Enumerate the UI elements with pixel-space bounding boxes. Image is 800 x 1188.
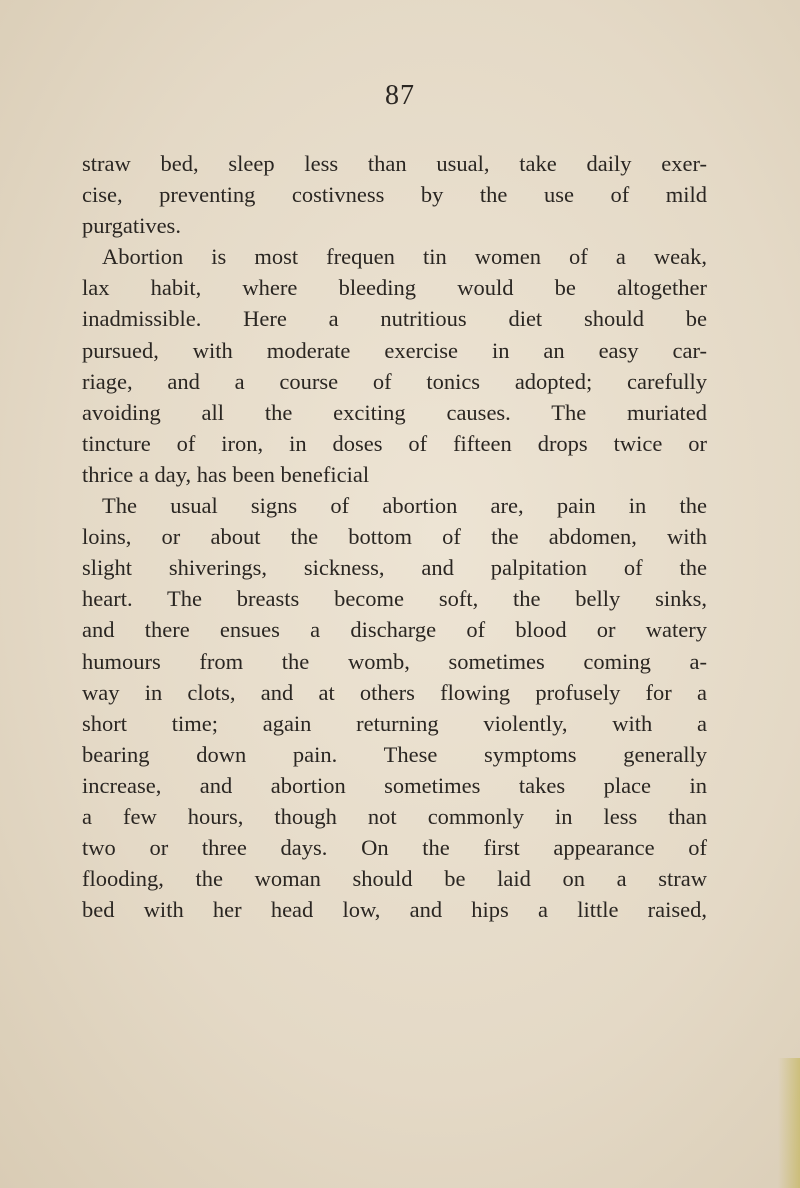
text-line: bearing down pain. These symptoms generally bbox=[82, 741, 707, 767]
text-line: lax habit, where bleeding would be altogether bbox=[82, 275, 707, 301]
text-line: bed with her head low, and hips a little raised, bbox=[82, 897, 707, 923]
text-line: flooding, the woman should be laid on a straw bbox=[82, 866, 707, 892]
text-line: increase, and abortion sometimes takes place in bbox=[82, 772, 707, 798]
text-line: a few hours, though not commonly in less than bbox=[82, 803, 707, 829]
text-line: thrice a day, has been beneficial bbox=[82, 461, 370, 487]
page-edge-stain bbox=[778, 1058, 800, 1188]
text-line: cise, preventing costivness by the use of mild bbox=[82, 182, 707, 208]
text-line: inadmissible. Here a nutritious diet should be bbox=[82, 306, 707, 332]
text-line: The usual signs of abortion are, pain in the bbox=[102, 493, 707, 519]
page-number: 87 bbox=[385, 80, 415, 111]
text-line: riage, and a course of tonics adopted; carefully bbox=[82, 368, 707, 394]
text-line: Abortion is most frequen tin women of a weak, bbox=[102, 244, 707, 270]
text-line: heart. The breasts become soft, the belly sinks, bbox=[82, 586, 707, 612]
text-line: avoiding all the exciting causes. The muriated bbox=[82, 399, 707, 425]
text-line: pursued, with moderate exercise in an easy car- bbox=[82, 337, 707, 363]
text-line: purgatives. bbox=[82, 213, 181, 239]
text-line: tincture of iron, in doses of fifteen drops twice or bbox=[82, 430, 707, 456]
text-line: straw bed, sleep less than usual, take daily exer- bbox=[82, 151, 707, 176]
text-line: short time; again returning violently, with a bbox=[82, 710, 707, 736]
text-line: loins, or about the bottom of the abdomen, with bbox=[82, 524, 707, 550]
text-line: slight shiverings, sickness, and palpitation of the bbox=[82, 555, 707, 581]
text-line: way in clots, and at others flowing profusely for a bbox=[82, 679, 707, 705]
text-line: and there ensues a discharge of blood or watery bbox=[82, 617, 707, 643]
text-line: two or three days. On the first appearance of bbox=[82, 835, 707, 861]
body-text bbox=[82, 148, 707, 925]
text-line: humours from the womb, sometimes coming a- bbox=[82, 648, 707, 674]
